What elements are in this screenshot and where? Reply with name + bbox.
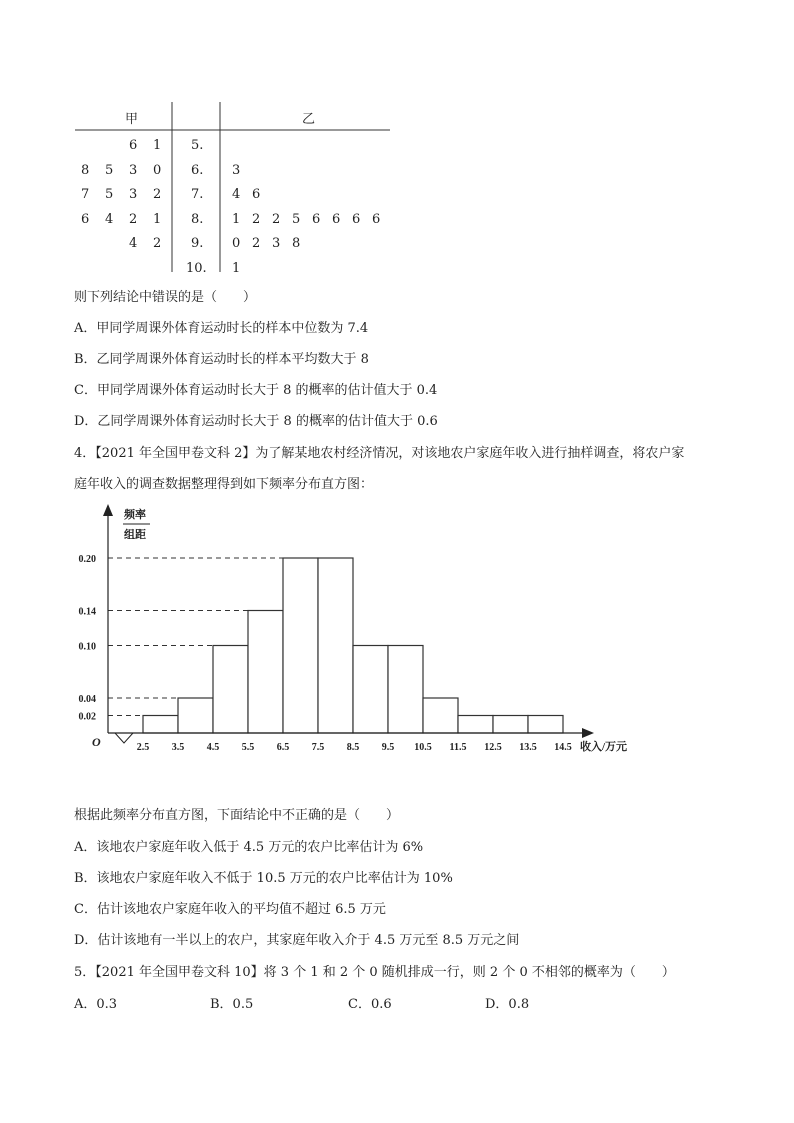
- q5-option-a: A．0.3: [74, 997, 118, 1012]
- origin-label: O: [92, 735, 101, 749]
- histogram-bar: [388, 646, 423, 734]
- yi-leaf: 2: [272, 211, 281, 227]
- histogram-bar: [423, 698, 458, 733]
- x-tick-label: 10.5: [414, 742, 432, 753]
- stem-value: 6.: [191, 162, 204, 178]
- q5-option-b: B．0.5: [210, 997, 254, 1012]
- yi-leaf: 6: [332, 211, 341, 227]
- histogram-bar: [493, 716, 528, 734]
- x-tick-label: 2.5: [136, 742, 150, 753]
- histogram-bar: [528, 716, 563, 734]
- histogram-bar: [248, 611, 283, 734]
- stem-leaf-plot: [0, 0, 794, 290]
- x-axis-arrow: [582, 728, 594, 738]
- x-axis-label: 收入/万元: [580, 741, 628, 753]
- x-tick-label: 11.5: [449, 742, 467, 753]
- jia-leaf: 2: [129, 211, 138, 227]
- y-axis-arrow: [103, 504, 113, 516]
- jia-leaf: 2: [153, 187, 162, 202]
- yi-leaf: 6: [312, 211, 321, 227]
- q4-line1: 4．【2021 年全国甲卷文科 2】为了解某地农村经济情况，对该地农户家庭年收入进行抽样调查，将农户家: [74, 446, 685, 461]
- stem-value: 7.: [191, 187, 204, 202]
- jia-leaf: 5: [105, 187, 114, 202]
- q4-option-d: D．估计该地有一半以上的农户，其家庭年收入介于 4.5 万元至 8.5 万元之间: [74, 933, 520, 948]
- yi-leaf: 3: [232, 162, 241, 178]
- yi-leaf: 6: [372, 211, 381, 227]
- yi-leaf: 5: [292, 211, 301, 227]
- q4-line2: 庭年收入的调查数据整理得到如下频率分布直方图：: [74, 477, 374, 492]
- stem-value: 5.: [191, 138, 204, 153]
- q3-prompt: 则下列结论中错误的是（ ）: [74, 290, 257, 305]
- x-tick-label: 9.5: [381, 742, 395, 753]
- histogram-bar: [458, 716, 493, 734]
- yi-leaf: 8: [292, 236, 301, 251]
- q3-option-b: B．乙同学周课外体育运动时长的样本平均数大于 8: [74, 352, 369, 367]
- histogram-bar: [178, 698, 213, 733]
- y-tick-label: 0.02: [78, 711, 96, 723]
- x-tick-label: 13.5: [519, 742, 537, 753]
- yi-leaf: 0: [232, 236, 241, 251]
- jia-leaf: 7: [81, 187, 90, 202]
- q4-option-b: B．该地农户家庭年收入不低于 10.5 万元的农户比率估计为 10%: [74, 871, 453, 886]
- x-tick-label: 14.5: [554, 742, 572, 753]
- y-tick-label: 0.04: [78, 694, 96, 705]
- stem-value: 9.: [191, 236, 204, 251]
- histogram-bar: [318, 558, 353, 733]
- x-tick-label: 3.5: [171, 742, 185, 753]
- x-tick-label: 7.5: [311, 742, 325, 753]
- stem-value: 10.: [186, 260, 207, 276]
- q4-prompt: 根据此频率分布直方图，下面结论中不正确的是（ ）: [74, 808, 400, 823]
- jia-leaf: 4: [105, 211, 114, 227]
- y-axis-label-top: 频率: [124, 509, 146, 521]
- jia-leaf: 1: [153, 211, 162, 227]
- yi-leaf: 6: [252, 187, 261, 202]
- x-tick-label: 8.5: [346, 742, 360, 753]
- yi-leaf: 1: [232, 211, 241, 227]
- yi-leaf: 2: [252, 211, 261, 227]
- jia-leaf: 0: [153, 162, 162, 178]
- q5-option-c: C．0.6: [348, 997, 392, 1012]
- q3-option-c: C．甲同学周课外体育运动时长大于 8 的概率的估计值大于 0.4: [74, 383, 438, 398]
- q3-option-d: D．乙同学周课外体育运动时长大于 8 的概率的估计值大于 0.6: [74, 414, 438, 429]
- frequency-histogram: [0, 500, 794, 790]
- x-tick-label: 12.5: [484, 742, 502, 753]
- q5-option-d: D．0.8: [485, 997, 530, 1012]
- jia-leaf: 3: [129, 187, 138, 202]
- stem-leaf-lines: [0, 0, 794, 290]
- histogram-bar: [213, 646, 248, 734]
- y-tick-label: 0.20: [78, 554, 96, 565]
- yi-leaf: 2: [252, 236, 261, 251]
- header-yi: 乙: [302, 112, 316, 127]
- histogram-bar: [353, 646, 388, 734]
- jia-leaf: 6: [129, 138, 138, 153]
- q4-option-c: C．估计该地农户家庭年收入的平均值不超过 6.5 万元: [74, 902, 386, 917]
- jia-leaf: 3: [129, 162, 138, 178]
- jia-leaf: 4: [129, 236, 138, 251]
- jia-leaf: 1: [153, 138, 162, 153]
- histogram-bar: [143, 716, 178, 734]
- yi-leaf: 3: [272, 236, 281, 251]
- x-tick-label: 4.5: [206, 742, 220, 753]
- q3-option-a: A．甲同学周课外体育运动时长的样本中位数为 7.4: [74, 321, 369, 336]
- histogram-bar: [283, 558, 318, 733]
- y-tick-label: 0.14: [78, 606, 96, 618]
- jia-leaf: 6: [81, 211, 90, 227]
- yi-leaf: 6: [352, 211, 361, 227]
- yi-leaf: 1: [232, 260, 241, 276]
- jia-leaf: 2: [153, 236, 162, 251]
- y-tick-label: 0.10: [78, 641, 96, 653]
- header-jia: 甲: [125, 112, 139, 127]
- q4-option-a: A．该地农户家庭年收入低于 4.5 万元的农户比率估计为 6%: [74, 840, 424, 855]
- jia-leaf: 8: [81, 162, 90, 178]
- x-tick-label: 5.5: [241, 742, 255, 753]
- stem-value: 8.: [191, 211, 204, 227]
- x-tick-label: 6.5: [276, 742, 290, 753]
- q5-line: 5．【2021 年全国甲卷文科 10】将 3 个 1 和 2 个 0 随机排成一行，则 2 个 0 不相邻的概率为（ ）: [74, 965, 675, 980]
- yi-leaf: 4: [232, 187, 241, 202]
- axis-break-mark: [115, 733, 133, 743]
- y-axis-label-bottom: 组距: [124, 529, 146, 541]
- jia-leaf: 5: [105, 162, 114, 178]
